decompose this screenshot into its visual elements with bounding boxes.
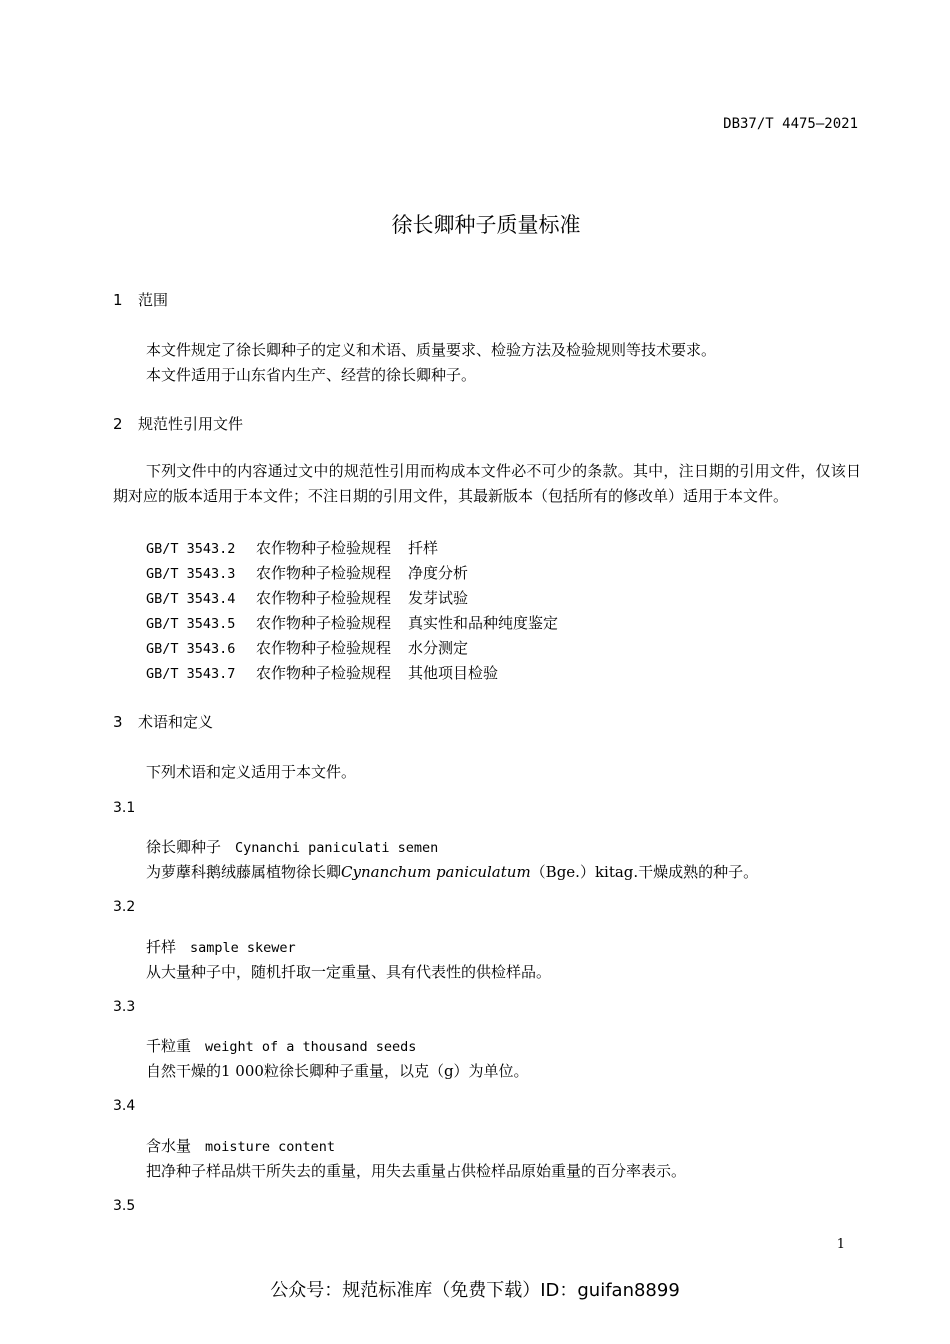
definition-text: （Bge.）kitag.干燥成熟的种子。: [530, 863, 759, 881]
reference-code: GB/T 3543.7: [146, 666, 236, 682]
term-number: 3.2: [113, 899, 136, 915]
term-en: sample skewer: [190, 940, 296, 956]
reference-item: [146, 637, 468, 658]
term-definition: [146, 861, 758, 882]
section-title: 范围: [138, 291, 169, 309]
section-heading-scope: [113, 289, 168, 310]
term-zh: 徐长卿种子: [146, 838, 222, 856]
reference-part: 净度分析: [408, 564, 469, 582]
definition-text: 为萝藦科鹅绒藤属植物徐长卿: [146, 863, 342, 881]
term-zh: 千粒重: [146, 1037, 192, 1055]
reference-item: [146, 562, 468, 583]
normative-intro-paragraph: 下列文件中的内容通过文中的规范性引用而构成本文件必不可少的条款。其中，注日期的引用文件，仅该日期对应的版本适用于本文件；不注日期的引用文件，其最新版本（包括所有的修改单）适用于本文件。: [113, 462, 861, 505]
term-en: moisture content: [205, 1139, 336, 1155]
term-number: 3.1: [113, 800, 136, 816]
footer-watermark: 公众号：规范标准库（免费下载）ID：guifan8899: [270, 1280, 680, 1301]
reference-item: [146, 662, 498, 683]
term-heading: [146, 1035, 416, 1056]
term-number: 3.5: [113, 1198, 136, 1214]
term-zh: 含水量: [146, 1137, 192, 1155]
reference-name: 农作物种子检验规程: [256, 539, 392, 557]
reference-code: GB/T 3543.5: [146, 616, 236, 632]
reference-name: 农作物种子检验规程: [256, 664, 392, 682]
term-definition: 自然干燥的1 000粒徐长卿种子重量，以克（g）为单位。: [146, 1062, 529, 1080]
reference-part: 水分测定: [408, 639, 469, 657]
reference-code: GB/T 3543.6: [146, 641, 236, 657]
section-heading-normative: [113, 413, 243, 434]
document-title: 徐长卿种子质量标准: [391, 213, 581, 237]
term-zh: 扦样: [146, 938, 177, 956]
document-code: DB37/T 4475—2021: [723, 116, 858, 132]
section-number: 3: [113, 713, 123, 731]
reference-name: 农作物种子检验规程: [256, 614, 392, 632]
term-heading: [146, 836, 438, 857]
term-heading: [146, 1135, 335, 1156]
section-heading-terms: [113, 711, 213, 732]
reference-code: GB/T 3543.3: [146, 566, 236, 582]
page-number: 1: [836, 1237, 845, 1252]
term-number: 3.4: [113, 1098, 136, 1114]
scope-paragraph-1: 本文件规定了徐长卿种子的定义和术语、质量要求、检验方法及检验规则等技术要求。: [146, 341, 717, 359]
section-title: 术语和定义: [138, 713, 214, 731]
reference-part: 扦样: [408, 539, 439, 557]
term-heading: [146, 936, 296, 957]
reference-name: 农作物种子检验规程: [256, 639, 392, 657]
reference-part: 真实性和品种纯度鉴定: [408, 614, 559, 632]
section-number: 2: [113, 415, 123, 433]
reference-code: GB/T 3543.4: [146, 591, 236, 607]
latin-name: Cynanchum paniculatum: [341, 863, 531, 881]
reference-item: [146, 537, 438, 558]
reference-part: 发芽试验: [408, 589, 469, 607]
reference-item: [146, 587, 468, 608]
section-title: 规范性引用文件: [138, 415, 244, 433]
reference-part: 其他项目检验: [408, 664, 499, 682]
reference-name: 农作物种子检验规程: [256, 589, 392, 607]
reference-item: [146, 612, 558, 633]
section-number: 1: [113, 291, 123, 309]
scope-paragraph-2: 本文件适用于山东省内生产、经营的徐长卿种子。: [146, 366, 477, 384]
term-en: Cynanchi paniculati semen: [235, 840, 439, 856]
reference-name: 农作物种子检验规程: [256, 564, 392, 582]
term-number: 3.3: [113, 999, 136, 1015]
reference-code: GB/T 3543.2: [146, 541, 236, 557]
term-en: weight of a thousand seeds: [205, 1039, 417, 1055]
term-definition: 把净种子样品烘干所失去的重量，用失去重量占供检样品原始重量的百分率表示。: [146, 1162, 687, 1180]
terms-intro-paragraph: 下列术语和定义适用于本文件。: [146, 763, 357, 781]
term-definition: 从大量种子中，随机扦取一定重量、具有代表性的供检样品。: [146, 963, 552, 981]
